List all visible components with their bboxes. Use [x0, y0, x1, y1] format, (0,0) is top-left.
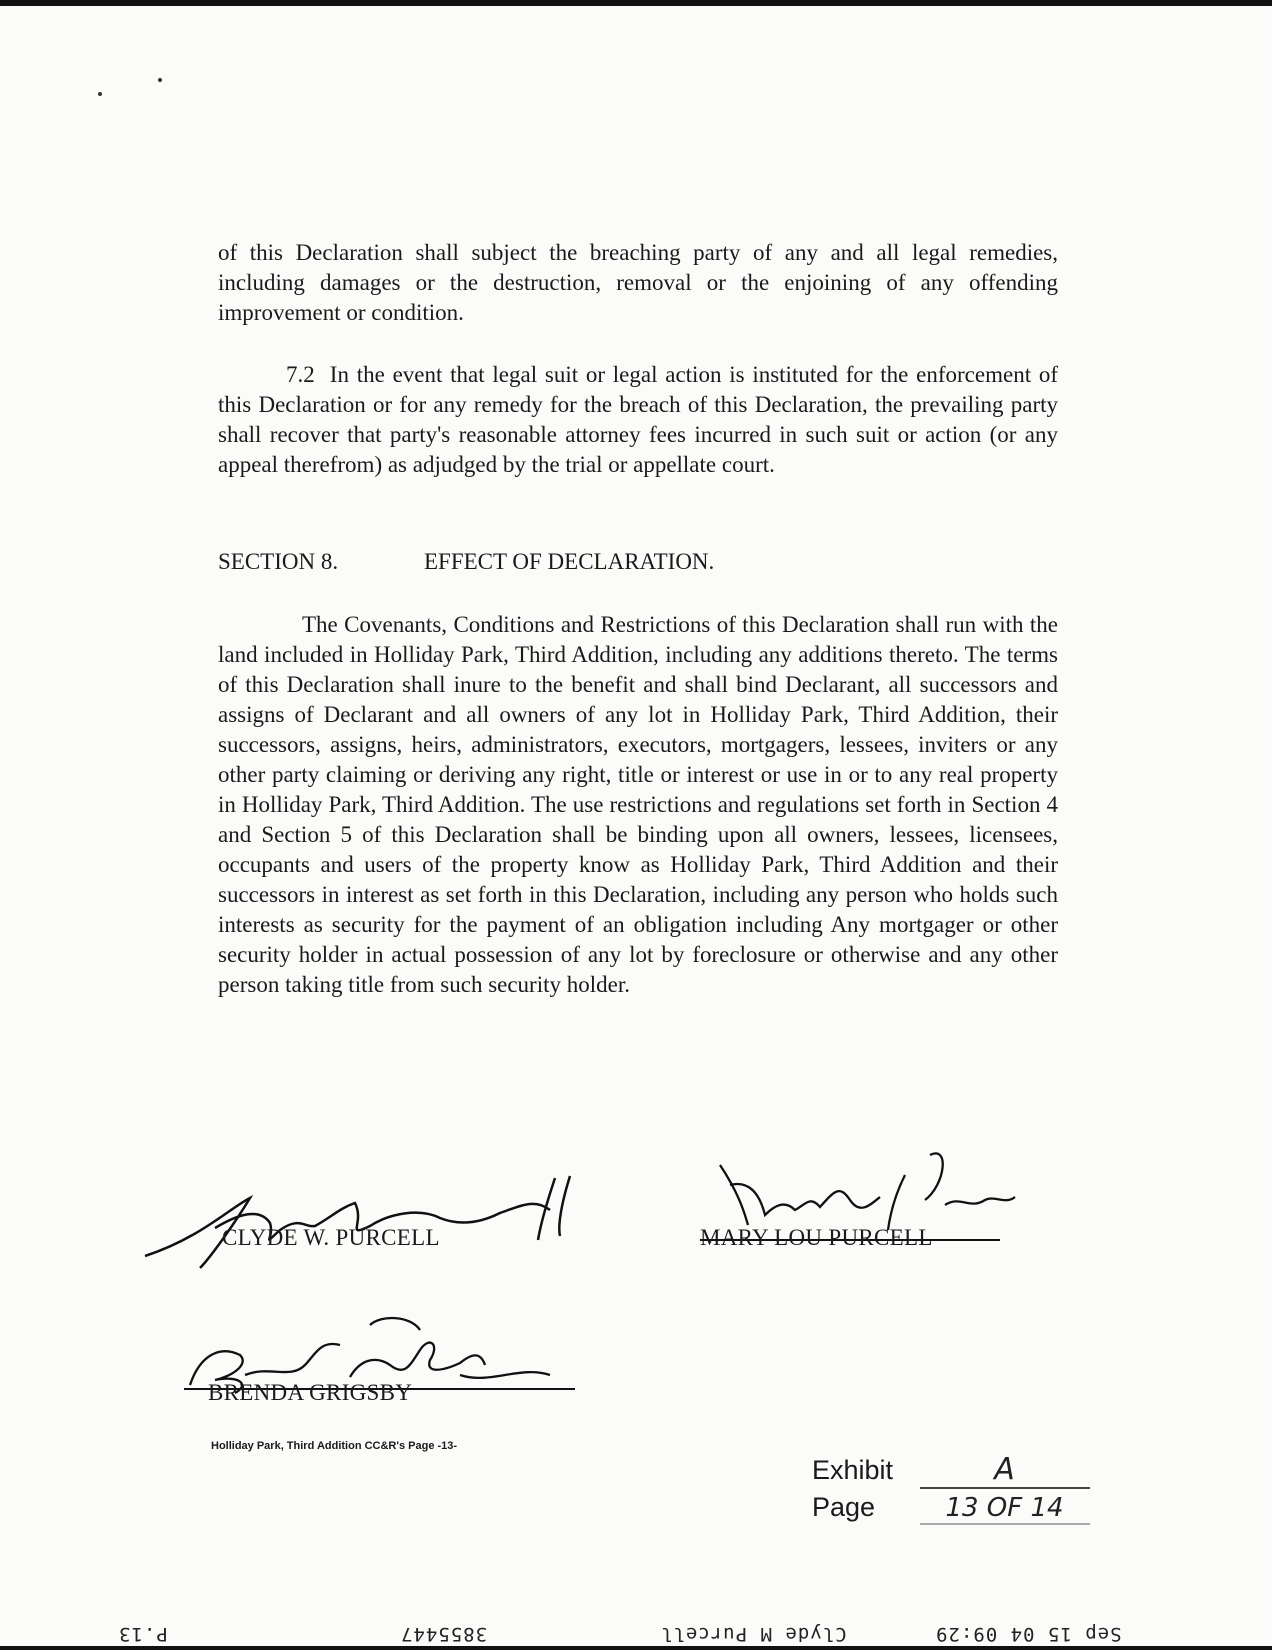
- section-heading: [218, 549, 714, 575]
- exhibit-stamp: [812, 1452, 1090, 1532]
- fax-sender: Clyde M Purcell: [660, 1623, 847, 1645]
- scan-bottom-border: [0, 1646, 1272, 1650]
- signer-name-brenda: BRENDA GRIGSBY: [208, 1380, 413, 1405]
- fax-page-number: P.13: [118, 1623, 168, 1645]
- section-title: EFFECT OF DECLARATION.: [424, 549, 715, 574]
- fax-date: Sep 15 04 09:29: [935, 1623, 1122, 1645]
- footer-document-reference: Holliday Park, Third Addition CC&R's Page -13-: [211, 1440, 458, 1452]
- exhibit-label: Exhibit: [812, 1455, 894, 1485]
- fax-number: 3855447: [400, 1623, 488, 1645]
- exhibit-value: A: [920, 1452, 1090, 1489]
- page-label: Page: [812, 1492, 876, 1522]
- paragraph-remedies: of this Declaration shall subject the breaching party of any and all legal remedies, including damages or the destruction, removal or the enjoining of any offending improvement or condition.: [218, 240, 1058, 325]
- scan-speck: [158, 78, 162, 82]
- scan-top-border: [0, 0, 1272, 6]
- paragraph-7-2: [218, 360, 1058, 480]
- paragraph-7-2-text: In the event that legal suit or legal action is instituted for the enforcement of this Declaration or for any remedy for the breach of this Declaration, the prevailing party shall recover that party's reasonable attorney fees incurred in such suit or action (or any appeal therefrom) as adjudged by the trial or appellate court.: [218, 362, 1059, 477]
- signer-name-mary: MARY LOU PURCELL: [700, 1225, 933, 1250]
- signer-name-clyde: CLYDE W. PURCELL: [222, 1225, 440, 1250]
- section-number: SECTION 8.: [218, 549, 339, 574]
- paragraph-number: 7.2: [286, 362, 315, 387]
- page-value: 13 OF 14: [920, 1493, 1090, 1525]
- paragraph-effect: The Covenants, Conditions and Restrictions of this Declaration shall run with the land included in Holliday Park, Third Addition, including any additions thereto. The terms of this Declaration shall inure to the benefit and shall bind Declarant, all successors and assigns of Declarant and all owners of any lot in Holliday Park, Third Addition, their successors, assigns, heirs, administrators, executors, mortgagers, lessees, inviters or any other party claiming or deriving any right, title or interest or use in or to any real property in Holliday Park, Third Addition. The use restrictions and regulations set forth in Section 4 and Section 5 of this Declaration shall be binding upon all owners, lessees, licensees, occupants and users of the property know as Holliday Park, Third Addition and their successors in interest as set forth in this Declaration, including any person who holds such interests as security for the payment of an obligation including Any mortgager or other security holder in actual possession of any lot by foreclosure or otherwise and any other person taking title from such security holder.: [218, 612, 1058, 997]
- scan-speck: [98, 92, 102, 96]
